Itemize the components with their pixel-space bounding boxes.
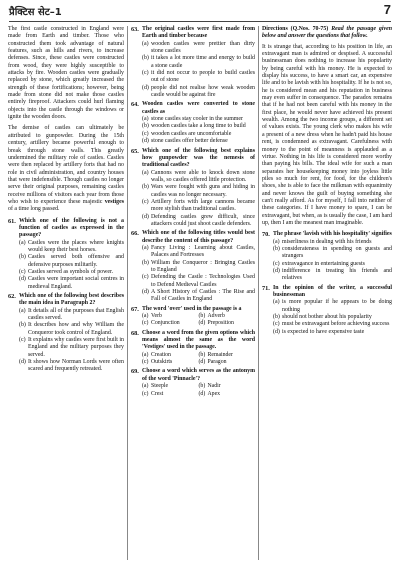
answer-option[interactable] xyxy=(273,261,392,268)
answer-option[interactable] xyxy=(273,246,392,261)
answer-option[interactable] xyxy=(142,260,255,275)
answer-option[interactable] xyxy=(142,391,199,398)
answer-option[interactable] xyxy=(19,276,124,291)
question xyxy=(131,306,255,328)
option-text: It describes how and why William the Conqueror took control of England. xyxy=(28,322,124,336)
answer-option[interactable] xyxy=(142,214,255,229)
option-letter: (b) xyxy=(19,322,26,329)
answer-option[interactable] xyxy=(19,240,124,255)
answer-option[interactable] xyxy=(273,268,392,283)
option-text: Steeple xyxy=(151,383,169,390)
question-text: Which one of the following is not a function of castles as expressed in the passage? xyxy=(19,217,124,239)
passage-paragraph: The first castle constructed in England were made from Earth and timber. Those who constructed them took advantage of natural features, such as hills and rivers, to increase defenses. Since, these castles were constructed from wood, they were highly susceptible to attacks by fire. Wooden castles were gradually replaced by stone, which greatly increased the strength of these fortifications; however, being made from stone did not make those castles entirely fireproof. Attackers could hurl flaming objects into the castle through the windows or ignite the wooden doors. xyxy=(8,26,124,121)
question-number: 63. xyxy=(131,26,139,33)
question-text: In the opinion of the writer, a successful businessman xyxy=(273,284,392,299)
question-text: The phrase 'lavish with his hospitality' signifies xyxy=(273,231,392,238)
answer-option[interactable] xyxy=(142,245,255,260)
question-number: 69. xyxy=(131,368,139,376)
options-list xyxy=(142,383,255,398)
option-letter: (a) xyxy=(142,383,149,390)
question-text: Wooden castles were converted to stone castles as xyxy=(142,101,255,115)
question xyxy=(8,218,124,291)
options-list xyxy=(142,245,255,304)
option-text: considerateness in spending on guests and strangers xyxy=(282,245,392,260)
option-text: Cannons were able to knock down stone walls, so castles offered little protection. xyxy=(151,169,255,183)
option-letter: (d) xyxy=(198,320,206,327)
answer-option[interactable] xyxy=(199,383,256,390)
option-letter: (a) xyxy=(142,169,149,176)
option-text: is expected to have expensive taste xyxy=(282,328,365,335)
options-list xyxy=(142,170,255,229)
answer-option[interactable] xyxy=(273,329,392,336)
question-text: Choose a word which serves as the antonym of the word 'Pinnacle'? xyxy=(142,368,255,382)
answer-option[interactable] xyxy=(142,320,199,327)
keyword: vestiges xyxy=(104,198,124,205)
option-text: Artillery forts with large cannons became more stylish than traditional castles. xyxy=(151,198,255,213)
column-3 xyxy=(262,26,392,338)
column-1 xyxy=(8,26,124,376)
option-letter: (a) xyxy=(142,351,149,358)
option-text: is more popular if he appears to be doing nothing xyxy=(282,299,392,313)
question-text: Which one of the following best describes the main idea in Paragraph 2? xyxy=(19,293,124,307)
answer-option[interactable] xyxy=(273,321,392,328)
answer-option[interactable] xyxy=(199,391,256,398)
question xyxy=(131,148,255,229)
option-text: Paragon xyxy=(207,359,227,366)
question-number: 66. xyxy=(131,230,139,238)
question-number: 68. xyxy=(131,329,139,337)
option-text: Creation xyxy=(151,351,171,358)
question-text: Choose a word from the given options which means almost the same as the word 'Vestiges' used in the passage. xyxy=(142,329,255,351)
question xyxy=(131,26,255,99)
answer-option[interactable] xyxy=(142,123,255,130)
option-letter: (c) xyxy=(19,337,26,344)
option-text: wooden castles are uncomfortable xyxy=(151,130,232,137)
option-letter: (b) xyxy=(198,351,206,358)
option-text: It explains why castles were first built in England and the military purposes they served. xyxy=(28,337,124,358)
option-letter: (d) xyxy=(142,84,149,91)
question xyxy=(131,368,255,397)
option-letter: (b) xyxy=(142,55,149,62)
option-letter: (d) xyxy=(142,138,149,145)
option-letter: (d) xyxy=(142,289,149,296)
option-text: Fancy Living : Learning about Castles, Palaces and Fortresses xyxy=(151,244,255,259)
option-letter: (d) xyxy=(198,359,206,366)
question xyxy=(131,330,255,367)
column-divider xyxy=(258,26,259,560)
option-text: must be extravagant before achieving success xyxy=(282,321,390,328)
option-text: A Short History of Castles : The Rise and Fall of Castles in England xyxy=(151,289,255,303)
option-letter: (c) xyxy=(273,321,280,328)
option-letter: (a) xyxy=(19,307,26,314)
option-text: Adverb xyxy=(207,313,225,320)
answer-option[interactable] xyxy=(142,85,255,100)
option-letter: (b) xyxy=(142,259,149,266)
option-letter: (b) xyxy=(198,383,206,390)
option-text: stone castles stay cooler in the summer xyxy=(151,116,243,123)
question xyxy=(131,230,255,303)
option-letter: (d) xyxy=(198,390,206,397)
answer-option[interactable] xyxy=(199,359,256,366)
option-letter: (a) xyxy=(142,244,149,251)
column-2 xyxy=(131,26,255,400)
options-list xyxy=(19,240,124,291)
answer-option[interactable] xyxy=(142,359,199,366)
option-text: Defending castles grew difficult, since attackers could just shoot castle defenders. xyxy=(151,213,255,227)
option-letter: (c) xyxy=(142,198,149,205)
option-text: Castles served both offensive and defensive purposes militarily. xyxy=(28,254,124,268)
option-letter: (d) xyxy=(273,268,280,274)
option-text: people did not realise how weak wooden castle would be against fire xyxy=(151,84,255,99)
answer-option[interactable] xyxy=(142,70,255,85)
question-number: 65. xyxy=(131,147,139,155)
answer-option[interactable] xyxy=(142,313,199,320)
directions: Directions (Q.Nos. 70-75) Read the passage given below and answer the questions that follow. xyxy=(262,26,393,40)
option-text: Verb xyxy=(151,313,162,320)
options-list xyxy=(142,352,255,367)
question-text: Which one of the following titles would best describe the content of this passage? xyxy=(142,230,255,244)
option-text: Defending the Castle : Technologies Used to Defend Medieval Castles xyxy=(151,274,255,288)
option-text: it did not occur to people to build castles out of stone xyxy=(151,70,255,84)
option-text: Outskirts xyxy=(151,359,173,366)
question-text: Which one of the following best explains how gunpowder was the nemesis of traditional castles? xyxy=(142,147,255,169)
question-number: 64. xyxy=(131,101,139,109)
option-letter: (d) xyxy=(19,359,26,366)
option-letter: (b) xyxy=(198,313,206,320)
option-text: Preposition xyxy=(207,320,234,327)
question xyxy=(8,293,124,374)
option-text: should not bother about his popularity xyxy=(282,314,372,321)
answer-option[interactable] xyxy=(142,383,199,390)
option-letter: (d) xyxy=(273,328,280,335)
options-list xyxy=(142,116,255,145)
answer-option[interactable] xyxy=(19,308,124,323)
answer-option[interactable] xyxy=(19,359,124,374)
options-list xyxy=(273,239,392,283)
passage-paragraph: The demise of castles can ultimately be attributed to gunpowder. During the 15th century, artillery became powerful enough to break through stone walls. This greatly undermined the military role of castles. Castles were then replaced by artillery forts that had no role in civil administration, and country houses that were indefensible. Though castles no longer serve their original purposes, remaining castles receive millions of visitors each year from those who wish to experience these majestic vestiges of a time long passed. xyxy=(8,125,124,213)
question xyxy=(262,285,392,336)
option-letter: (d) xyxy=(142,213,149,220)
option-text: William the Conqueror : Bringing Castles to England xyxy=(151,259,255,273)
answer-option[interactable] xyxy=(199,313,256,320)
answer-option[interactable] xyxy=(142,184,255,199)
option-text: it takes a lot more time and energy to build a stone castle xyxy=(151,55,255,69)
option-letter: (c) xyxy=(19,269,26,275)
page-number: 7 xyxy=(383,2,391,17)
option-letter: (b) xyxy=(142,123,149,130)
answer-option[interactable] xyxy=(19,337,124,359)
option-letter: (b) xyxy=(273,314,280,321)
answer-option[interactable] xyxy=(142,116,255,123)
option-text: extravagance in entertaining guests xyxy=(282,260,365,267)
question-number: 70. xyxy=(262,231,270,239)
option-letter: (a) xyxy=(142,40,149,47)
option-letter: (c) xyxy=(142,274,149,281)
option-letter: (b) xyxy=(142,184,149,191)
option-letter: (c) xyxy=(142,130,149,137)
option-text: Castles were important social centres in medieval England. xyxy=(28,276,124,290)
option-text: wooden castles were prettier than dirty stone castles xyxy=(151,40,255,55)
answer-option[interactable] xyxy=(142,41,255,56)
question-number: 67. xyxy=(131,305,139,313)
option-text: stone castles offer better defense xyxy=(151,138,228,145)
option-letter: (a) xyxy=(273,238,280,245)
header-rule xyxy=(9,21,391,22)
option-text: wooden castles take a long time to build xyxy=(151,123,246,130)
answer-option[interactable] xyxy=(142,352,199,359)
column-divider xyxy=(127,26,128,560)
answer-option[interactable] xyxy=(142,138,255,145)
options-list xyxy=(142,41,255,100)
option-text: Castles served as symbols of power. xyxy=(28,269,114,275)
option-letter: (c) xyxy=(142,390,149,397)
option-text: miserliness in dealing with his friends xyxy=(282,238,372,245)
answer-option[interactable] xyxy=(199,352,256,359)
question-number: 71. xyxy=(262,284,270,292)
option-text: It details all of the purposes that English castles served. xyxy=(28,307,124,322)
option-letter: (c) xyxy=(142,70,149,77)
option-letter: (a) xyxy=(19,239,26,246)
option-text: Crest xyxy=(151,390,164,397)
answer-option[interactable] xyxy=(19,269,124,276)
section-title: प्रैक्टिस सेट–1 xyxy=(9,7,62,18)
option-text: It shows how Norman Lords were often scared and frequently retreated. xyxy=(28,359,124,373)
answer-option[interactable] xyxy=(142,55,255,70)
answer-option[interactable] xyxy=(199,320,256,327)
answer-option[interactable] xyxy=(19,254,124,269)
answer-option[interactable] xyxy=(142,274,255,289)
page-header xyxy=(9,4,391,22)
option-letter: (c) xyxy=(142,359,149,366)
passage-paragraph: It is strange that, according to his position in life, an extravagant man is admired or despised. A successful businessman does nothing to increase his popularity by being careful with his money. He is expected to display his success, to have a smart car, an expensive life and to be lavish with his hospitality. If he is not so, he is considered mean and his reputation in business may even suffer in consequence. The paradox remains that if he had not been careful with his money in the first place, he would never have achieved his present wealth. Among the two income groups, a different set of values exists. The young clerk who makes his wife a present of a new dress when he hadn't paid his house rent, is condemned as extravagant. Carefulness with money to the point of meanness is applauded as a virtue. Nothing in his life is considered more worthy than paying his bills. The ideal wife for such a man separates her housekeeping money into joyless little piles so much for rent, for food, for the children's shoes, she is able to face the milkman with equanimity and never knows the guilt of buying something she can't really afford. As for myself, I fall into neither of these categories. If I have money to spare, I can be extravagant, but when, as is usually the case, I am hard up, then I am the meanest man imaginable. xyxy=(262,43,392,226)
question xyxy=(131,101,255,145)
option-letter: (a) xyxy=(142,313,149,320)
option-letter: (a) xyxy=(142,116,149,123)
question-number: 62. xyxy=(8,293,16,301)
option-text: Conjunction xyxy=(151,320,180,327)
option-letter: (b) xyxy=(19,254,26,261)
option-text: Castles were the places where knights would keep their best horses. xyxy=(28,239,124,253)
question xyxy=(262,231,392,282)
question-text: The original castles were first made from Earth and timber because xyxy=(142,26,255,40)
options-list xyxy=(142,313,255,328)
option-text: Apex xyxy=(207,390,221,397)
answer-option[interactable] xyxy=(142,199,255,214)
option-letter: (b) xyxy=(273,245,280,252)
options-list xyxy=(19,308,124,374)
option-text: Wars were fought with guns and hiding in castles was no longer necessary. xyxy=(151,184,255,198)
option-text: indifference in treating his friends and relatives xyxy=(282,268,392,282)
question-text: The word 'over' used in the passage is a xyxy=(142,305,242,312)
option-letter: (c) xyxy=(273,260,280,267)
answer-option[interactable] xyxy=(273,239,392,246)
option-letter: (a) xyxy=(273,299,280,306)
question-number: 61. xyxy=(8,217,16,225)
option-letter: (d) xyxy=(19,276,26,283)
option-text: Nadir xyxy=(207,383,221,390)
option-text: Remainder xyxy=(207,351,233,358)
answer-option[interactable] xyxy=(142,170,255,185)
answer-option[interactable] xyxy=(19,322,124,337)
option-letter: (c) xyxy=(142,320,149,327)
answer-option[interactable] xyxy=(142,289,255,304)
options-list xyxy=(273,299,392,336)
answer-option[interactable] xyxy=(273,299,392,314)
